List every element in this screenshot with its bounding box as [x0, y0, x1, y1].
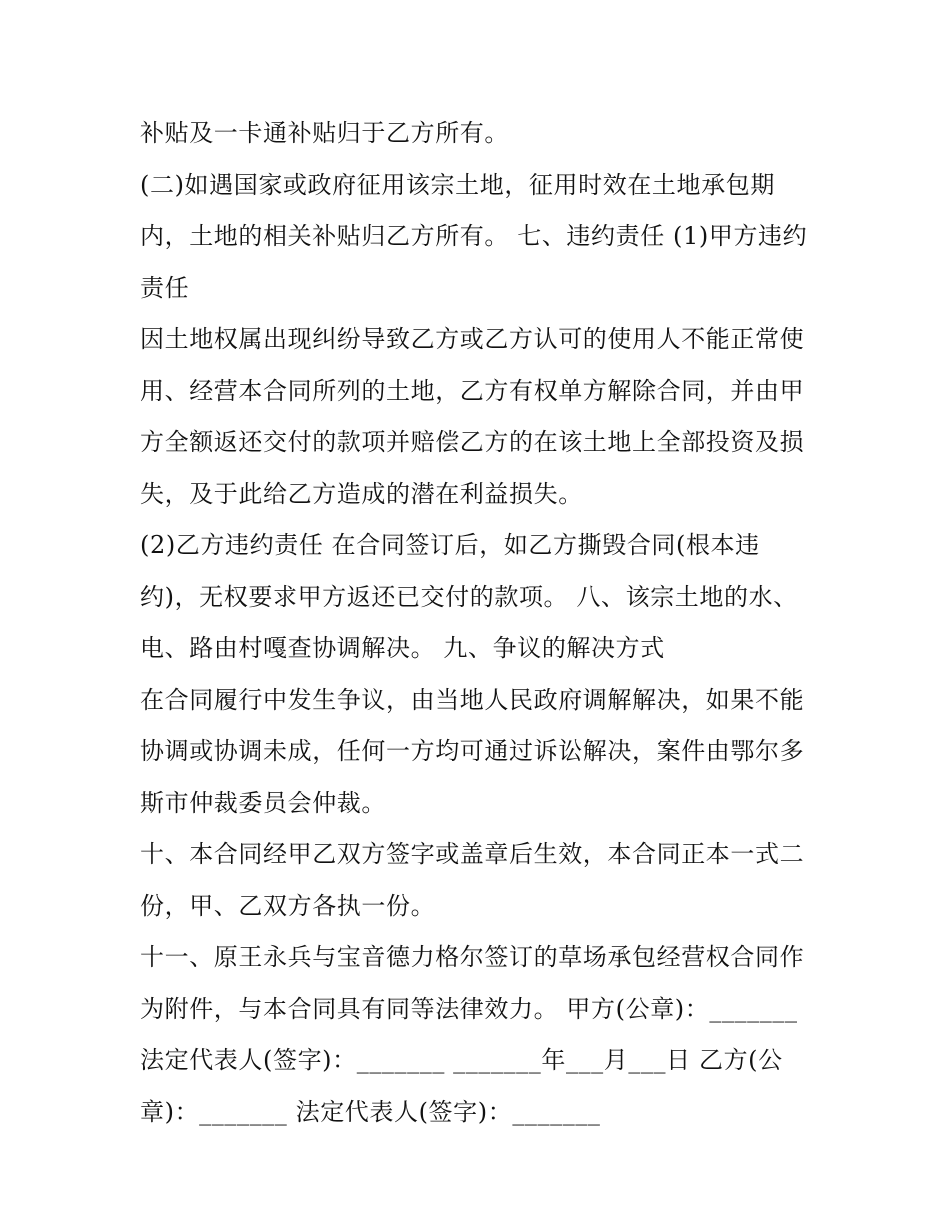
text-line: 责任 [140, 273, 190, 302]
text-line: 十一、原王永兵与宝音德力格尔签订的草场承包经营权合同作 [140, 943, 805, 971]
text-line: (二)如遇国家或政府征用该宗土地，征用时效在土地承包期 [140, 170, 775, 199]
text-line: 内，土地的相关补贴归乙方所有。 七、违约责任 (1)甲方违约 [140, 222, 808, 250]
text-line: 十、本合同经甲乙双方签字或盖章后生效，本合同正本一式二 [140, 840, 805, 868]
text-line: 在合同履行中发生争议，由当地人民政府调解解决，如果不能 [140, 685, 805, 714]
text-line: 协调或协调未成，任何一方均可通过诉讼解决，案件由鄂尔多 [140, 737, 805, 765]
text-line: 电、路由村嘎查协调解决。 九、争议的解决方式 [140, 634, 665, 662]
text-line: 份，甲、乙双方各执一份。 [140, 891, 436, 920]
text-line: 补贴及一卡通补贴归于乙方所有。 [140, 119, 509, 147]
text-line: 法定代表人(签字)：_______ _______年___月___日 乙方(公 [140, 1046, 783, 1074]
text-line: (2)乙方违约责任 在合同签订后，如乙方撕毁合同(根本违 [140, 531, 760, 559]
text-line: 约)，无权要求甲方返还已交付的款项。 八、该宗土地的水、 [140, 582, 798, 611]
text-line: 方全额返还交付的款项并赔偿乙方的在该土地上全部投资及损 [140, 428, 805, 456]
text-line: 章)：_______ 法定代表人(签字)：_______ [140, 1097, 601, 1126]
text-line: 斯市仲裁委员会仲裁。 [140, 788, 386, 817]
text-line: 为附件，与本合同具有同等法律效力。 甲方(公章)：_______ [140, 994, 798, 1023]
document-body [140, 108, 820, 1138]
text-line: 失，及于此给乙方造成的潜在利益损失。 [140, 479, 583, 508]
text-line: 用、经营本合同所列的土地，乙方有权单方解除合同，并由甲 [140, 376, 805, 405]
text-line: 因土地权属出现纠纷导致乙方或乙方认可的使用人不能正常使 [140, 325, 805, 353]
